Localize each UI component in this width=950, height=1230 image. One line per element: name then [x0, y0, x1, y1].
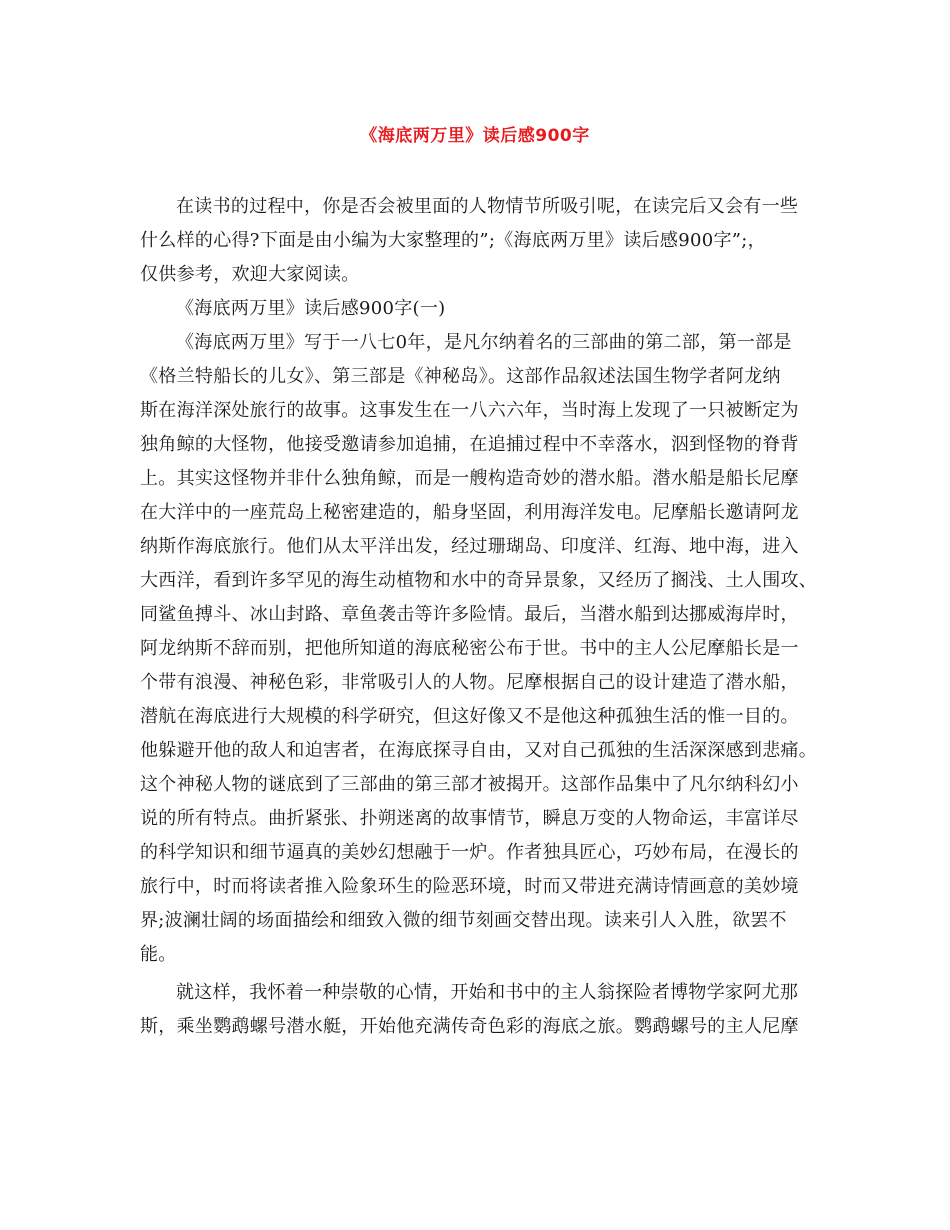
paragraph-line: 大西洋，看到许多罕见的海生动植物和水中的奇异景象，又经历了搁浅、土人围攻、 — [140, 570, 818, 591]
paragraph-line: 界;波澜壮阔的场面描绘和细致入微的细节刻画交替出现。读来引人入胜，欲罢不 — [140, 910, 787, 931]
paragraph-line: 斯，乘坐鹦鹉螺号潜水艇，开始他充满传奇色彩的海底之旅。鹦鹉螺号的主人尼摩 — [140, 1016, 799, 1037]
paragraph-line: 仅供参考，欢迎大家阅读。 — [140, 264, 360, 285]
paragraph-line: 同鲨鱼搏斗、冰山封路、章鱼袭击等许多险情。最后，当潜水船到达挪威海岸时， — [140, 604, 799, 625]
document-body — [140, 190, 820, 1044]
paragraph-line: 个带有浪漫、神秘色彩，非常吸引人的人物。尼摩根据自己的设计建造了潜水船， — [140, 672, 799, 693]
paragraph-line: 能。 — [140, 944, 177, 965]
paragraph-line: 什么样的心得?下面是由小编为大家整理的”;《海底两万里》读后感900字”;， — [140, 230, 766, 251]
document-title: 《海底两万里》读后感900字 — [360, 126, 590, 146]
paragraph-line: 独角鲸的大怪物，他接受邀请参加追捕，在追捕过程中不幸落水，泅到怪物的脊背 — [140, 434, 799, 455]
paragraph-line: 旅行中，时而将读者推入险象环生的险恶环境，时而又带进充满诗情画意的美妙境 — [140, 876, 799, 897]
section-heading: 《海底两万里》读后感900字(一) — [176, 298, 446, 319]
paragraph-line: 这个神秘人物的谜底到了三部曲的第三部才被揭开。这部作品集中了凡尔纳科幻小 — [140, 774, 799, 795]
paragraph-line: 斯在海洋深处旅行的故事。这事发生在一八六六年，当时海上发现了一只被断定为 — [140, 400, 799, 421]
paragraph-line: 在读书的过程中，你是否会被里面的人物情节所吸引呢，在读完后又会有一些 — [176, 196, 799, 217]
paragraph-line: 潜航在海底进行大规模的科学研究，但这好像又不是他这种孤独生活的惟一目的。 — [140, 706, 799, 727]
paragraph-line: 他躲避开他的敌人和迫害者，在海底探寻自由，又对自己孤独的生活深深感到悲痛。 — [140, 740, 818, 761]
paragraph-line: 《海底两万里》写于一八七0年，是凡尔纳着名的三部曲的第二部，第一部是 — [176, 332, 792, 353]
paragraph-line: 就这样，我怀着一种崇敬的心情，开始和书中的主人翁探险者博物学家阿尤那 — [176, 982, 799, 1003]
paragraph-line: 上。其实这怪物并非什么独角鲸，而是一艘构造奇妙的潜水船。潜水船是船长尼摩 — [140, 468, 799, 489]
paragraph-line: 《格兰特船长的儿女》、第三部是《神秘岛》。这部作品叙述法国生物学者阿龙纳 — [140, 366, 781, 387]
paragraph-line: 的科学知识和细节逼真的美妙幻想融于一炉。作者独具匠心，巧妙布局，在漫长的 — [140, 842, 799, 863]
paragraph-line: 说的所有特点。曲折紧张、扑朔迷离的故事情节，瞬息万变的人物命运，丰富详尽 — [140, 808, 799, 829]
paragraph-line: 阿龙纳斯不辞而别，把他所知道的海底秘密公布于世。书中的主人公尼摩船长是一 — [140, 638, 799, 659]
paragraph-line: 纳斯作海底旅行。他们从太平洋出发，经过珊瑚岛、印度洋、红海、地中海，进入 — [140, 536, 799, 557]
paragraph-line: 在大洋中的一座荒岛上秘密建造的，船身坚固，利用海洋发电。尼摩船长邀请阿龙 — [140, 502, 799, 523]
